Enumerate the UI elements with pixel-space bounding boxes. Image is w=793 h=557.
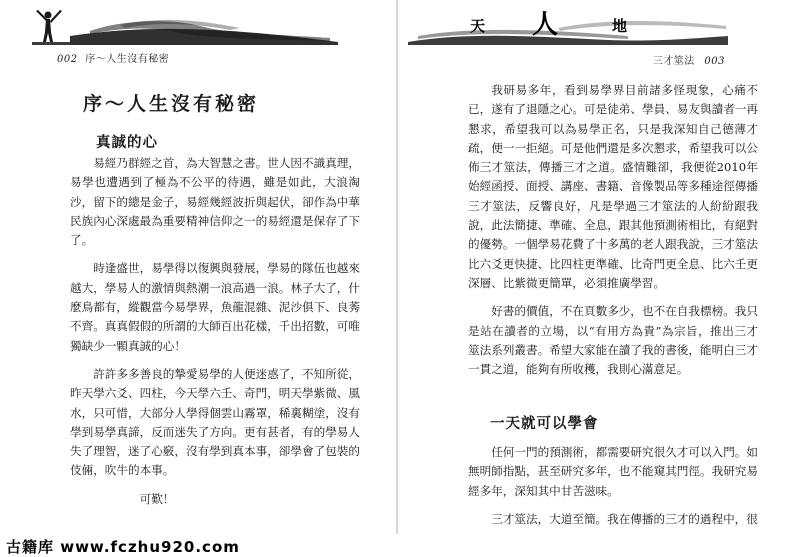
paragraph: 任何一門的預測術，都需要研究很久才可以入門。如無明師指點，甚至研究多年，也不能窺其門徑。我研究易經多年，深知其中甘苦滋味。: [468, 445, 758, 498]
running-header-left: [57, 50, 169, 65]
page-number: 002: [57, 54, 78, 65]
banner-char-earth: 地: [612, 17, 628, 35]
paragraph: 我研易多年，看到易學界目前諸多怪現象，心痛不已，遂有了退隱之心。可是徒弟、學員、易友與讀者一再懇求，希望我可以為易學正名，只是我深知自己德薄才疏，便一一拒絕。可是他們還是多次懇求，希望我可以公佈三才筮法，傳播三才之道。盛情難卻，我便從2010年始經函授、面授、講座、書籍、音像製品等多種途徑傳播三才筮法，反響良好，凡是學過三才筮法的人紛紛跟我說，此法簡捷、準確、全息，跟其他預測術相比，有絕對的優勢。一個學易花費了十多萬的老人跟我說，三才筮法比六爻更快捷、比四柱更準確、比奇門更全息、比六壬更深層、比紫微更簡單，必須推廣學習。: [468, 83, 758, 290]
paragraph: 易經乃群經之首，為大智慧之書。世人因不識真理，易學也遭遇到了極為不公平的待遇，雖是如此，大浪淘沙，留下的總是金子，易經幾經波折與起伏，卻作為中華民族內心深處最為重要精神信仰之一的易經還是保存了下了。: [70, 156, 360, 248]
running-header-title: 序～人生沒有秘密: [85, 54, 170, 65]
section-title: 真誠的心: [96, 135, 158, 151]
body-text-right-bottom: [468, 443, 758, 534]
paragraph: 三才筮法，大道至簡。我在傳播的三才的過程中，很: [491, 511, 758, 526]
paragraph: 可歎！: [139, 491, 175, 506]
left-page: [0, 0, 396, 534]
section-title: 一天就可以學會: [490, 416, 599, 432]
paragraph: 時逢盛世，易學得以復興與發展，學易的隊伍也越來越大，學易人的激情與熱潮一浪高過一浪。林子大了，什麼鳥都有，縱觀當今易學界，魚龍混雜、泥沙俱下、良莠不齊。真真假假的所謂的大師百出花樣，千出招數，可唯獨缺少一顆真誠的心！: [70, 261, 360, 353]
banner-figure-illustration: [30, 6, 340, 46]
chapter-title: 序～人生沒有秘密: [83, 93, 260, 115]
paragraph: 好書的價值，不在頁數多少，也不在自我標榜。我只是站在讀者的立場，以“有用方為貴”為宗旨，推出三才筮法系列叢書。希望大家能在讀了我的書後，能明白三才一貫之道，能夠有所收穫，我則心滿意足。: [468, 304, 758, 377]
page-number: 003: [704, 56, 725, 67]
paragraph: 許許多多善良的摯愛易學的人便迷惑了，不知所從，昨天學六爻、四柱，今天學六壬、奇門，明天學紫微、風水，只可惜，大部分人學得個雲山霧罩，稀裏糊塗，沒有學到易學真諦，反而迷失了方向。更有甚者，有的學易人失了理智，迷了心竅，沒有學到真本事，卻學會了包裝的伎倆，吹牛的本事。: [70, 366, 360, 478]
running-header-right: [653, 52, 725, 67]
body-text-right-top: [468, 81, 758, 388]
banner-char-man: 人: [532, 10, 559, 40]
right-page: [398, 0, 793, 534]
footer-watermark-site: 古籍库 www.fczhu920.com: [6, 538, 240, 556]
banner-char-heaven: 天: [470, 17, 486, 35]
banner-heaven-man-earth: [408, 6, 728, 46]
body-text-left: [70, 154, 360, 518]
running-header-title: 三才筮法: [652, 56, 695, 67]
